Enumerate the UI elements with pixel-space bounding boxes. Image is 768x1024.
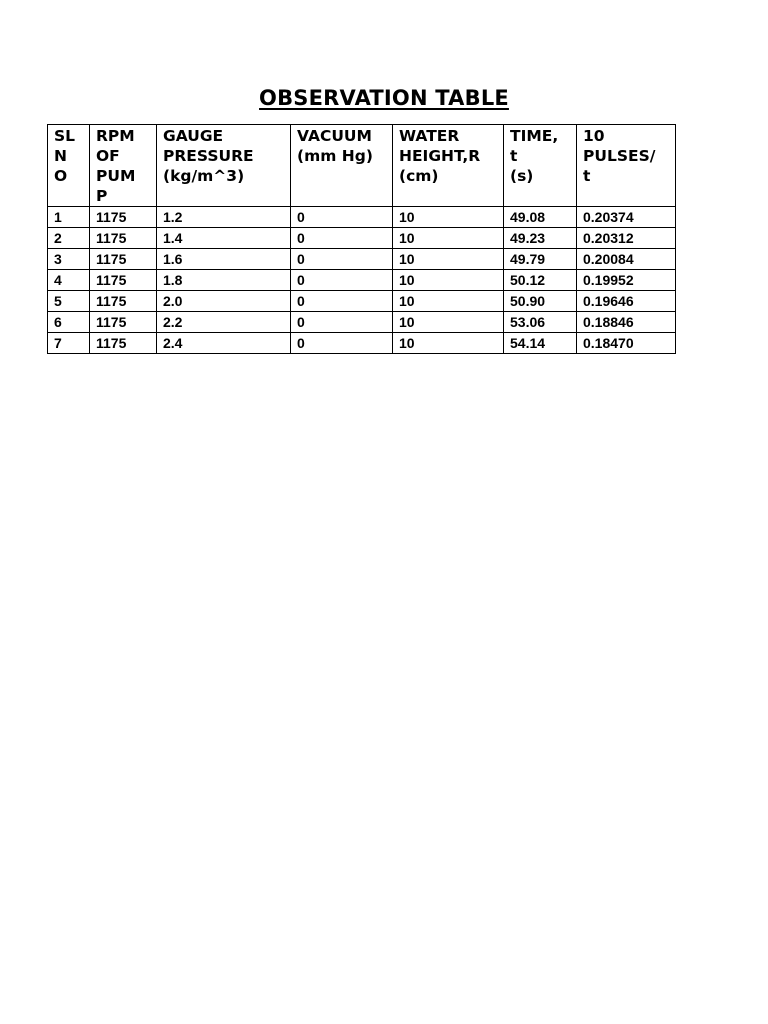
table-row bbox=[48, 270, 676, 291]
header-line: SL bbox=[54, 127, 76, 145]
table-cell: 0.19952 bbox=[577, 270, 676, 291]
table-cell: 2.4 bbox=[157, 333, 291, 354]
table-cell: 0 bbox=[291, 228, 393, 249]
table-row bbox=[48, 228, 676, 249]
header-line: (mm Hg) bbox=[297, 147, 373, 165]
table-cell: 1 bbox=[48, 207, 90, 228]
header-line: (kg/m^3) bbox=[163, 167, 245, 185]
table-cell: 1175 bbox=[90, 312, 157, 333]
header-line: VACUUM bbox=[297, 127, 372, 145]
table-cell: 10 bbox=[393, 207, 504, 228]
header-line: t bbox=[510, 147, 518, 165]
table-cell: 49.08 bbox=[504, 207, 577, 228]
table-cell: 1175 bbox=[90, 270, 157, 291]
table-cell: 1175 bbox=[90, 333, 157, 354]
table-cell: 1.2 bbox=[157, 207, 291, 228]
table-cell: 0.20312 bbox=[577, 228, 676, 249]
table-cell: 0 bbox=[291, 312, 393, 333]
table-cell: 0 bbox=[291, 291, 393, 312]
header-line: (cm) bbox=[399, 167, 439, 185]
header-line: (s) bbox=[510, 167, 534, 185]
table-cell: 0.19646 bbox=[577, 291, 676, 312]
column-header-gauge-pressure bbox=[157, 125, 291, 207]
table-cell: 0 bbox=[291, 270, 393, 291]
table-cell: 0.18470 bbox=[577, 333, 676, 354]
table-cell: 1175 bbox=[90, 249, 157, 270]
header-line: PULSES/ bbox=[583, 147, 656, 165]
header-line: HEIGHT,R bbox=[399, 147, 481, 165]
table-cell: 53.06 bbox=[504, 312, 577, 333]
table-cell: 49.79 bbox=[504, 249, 577, 270]
observation-table bbox=[47, 124, 676, 354]
table-cell: 10 bbox=[393, 312, 504, 333]
column-header-time bbox=[504, 125, 577, 207]
header-line: PUM bbox=[96, 167, 136, 185]
table-cell: 0 bbox=[291, 333, 393, 354]
column-header-water-height bbox=[393, 125, 504, 207]
table-body bbox=[48, 207, 676, 354]
table-cell: 10 bbox=[393, 249, 504, 270]
table-cell: 2.0 bbox=[157, 291, 291, 312]
table-cell: 1.6 bbox=[157, 249, 291, 270]
header-line: N bbox=[54, 147, 67, 165]
table-cell: 3 bbox=[48, 249, 90, 270]
page-title: OBSERVATION TABLE bbox=[259, 86, 509, 110]
column-header-vacuum bbox=[291, 125, 393, 207]
table-cell: 7 bbox=[48, 333, 90, 354]
table-cell: 49.23 bbox=[504, 228, 577, 249]
table-cell: 0.20374 bbox=[577, 207, 676, 228]
column-header-rpm-of-pump bbox=[90, 125, 157, 207]
header-line: TIME, bbox=[510, 127, 559, 145]
header-line: RPM bbox=[96, 127, 135, 145]
table-cell: 5 bbox=[48, 291, 90, 312]
table-cell: 50.90 bbox=[504, 291, 577, 312]
table-cell: 54.14 bbox=[504, 333, 577, 354]
header-line: OF bbox=[96, 147, 120, 165]
table-cell: 10 bbox=[393, 291, 504, 312]
table-cell: 10 bbox=[393, 270, 504, 291]
table-cell: 1175 bbox=[90, 291, 157, 312]
table-row bbox=[48, 291, 676, 312]
table-cell: 2.2 bbox=[157, 312, 291, 333]
table-row bbox=[48, 333, 676, 354]
table-cell: 1.8 bbox=[157, 270, 291, 291]
header-line: O bbox=[54, 167, 68, 185]
table-cell: 1175 bbox=[90, 228, 157, 249]
table-row bbox=[48, 249, 676, 270]
table-row bbox=[48, 207, 676, 228]
table-cell: 1.4 bbox=[157, 228, 291, 249]
header-line: 10 bbox=[583, 127, 605, 145]
table-cell: 2 bbox=[48, 228, 90, 249]
header-line: GAUGE bbox=[163, 127, 224, 145]
table-cell: 0 bbox=[291, 207, 393, 228]
column-header-10-pulses-per-t bbox=[577, 125, 676, 207]
table-cell: 50.12 bbox=[504, 270, 577, 291]
column-header-sl-no bbox=[48, 125, 90, 207]
header-line: t bbox=[583, 167, 591, 185]
table-row bbox=[48, 312, 676, 333]
table-cell: 1175 bbox=[90, 207, 157, 228]
table-cell: 6 bbox=[48, 312, 90, 333]
header-line: WATER bbox=[399, 127, 460, 145]
table-cell: 0 bbox=[291, 249, 393, 270]
header-line: P bbox=[96, 187, 108, 205]
header-line: PRESSURE bbox=[163, 147, 254, 165]
table-cell: 0.18846 bbox=[577, 312, 676, 333]
table-cell: 10 bbox=[393, 228, 504, 249]
table-cell: 10 bbox=[393, 333, 504, 354]
table-cell: 4 bbox=[48, 270, 90, 291]
table-cell: 0.20084 bbox=[577, 249, 676, 270]
table-header-row bbox=[48, 125, 676, 207]
